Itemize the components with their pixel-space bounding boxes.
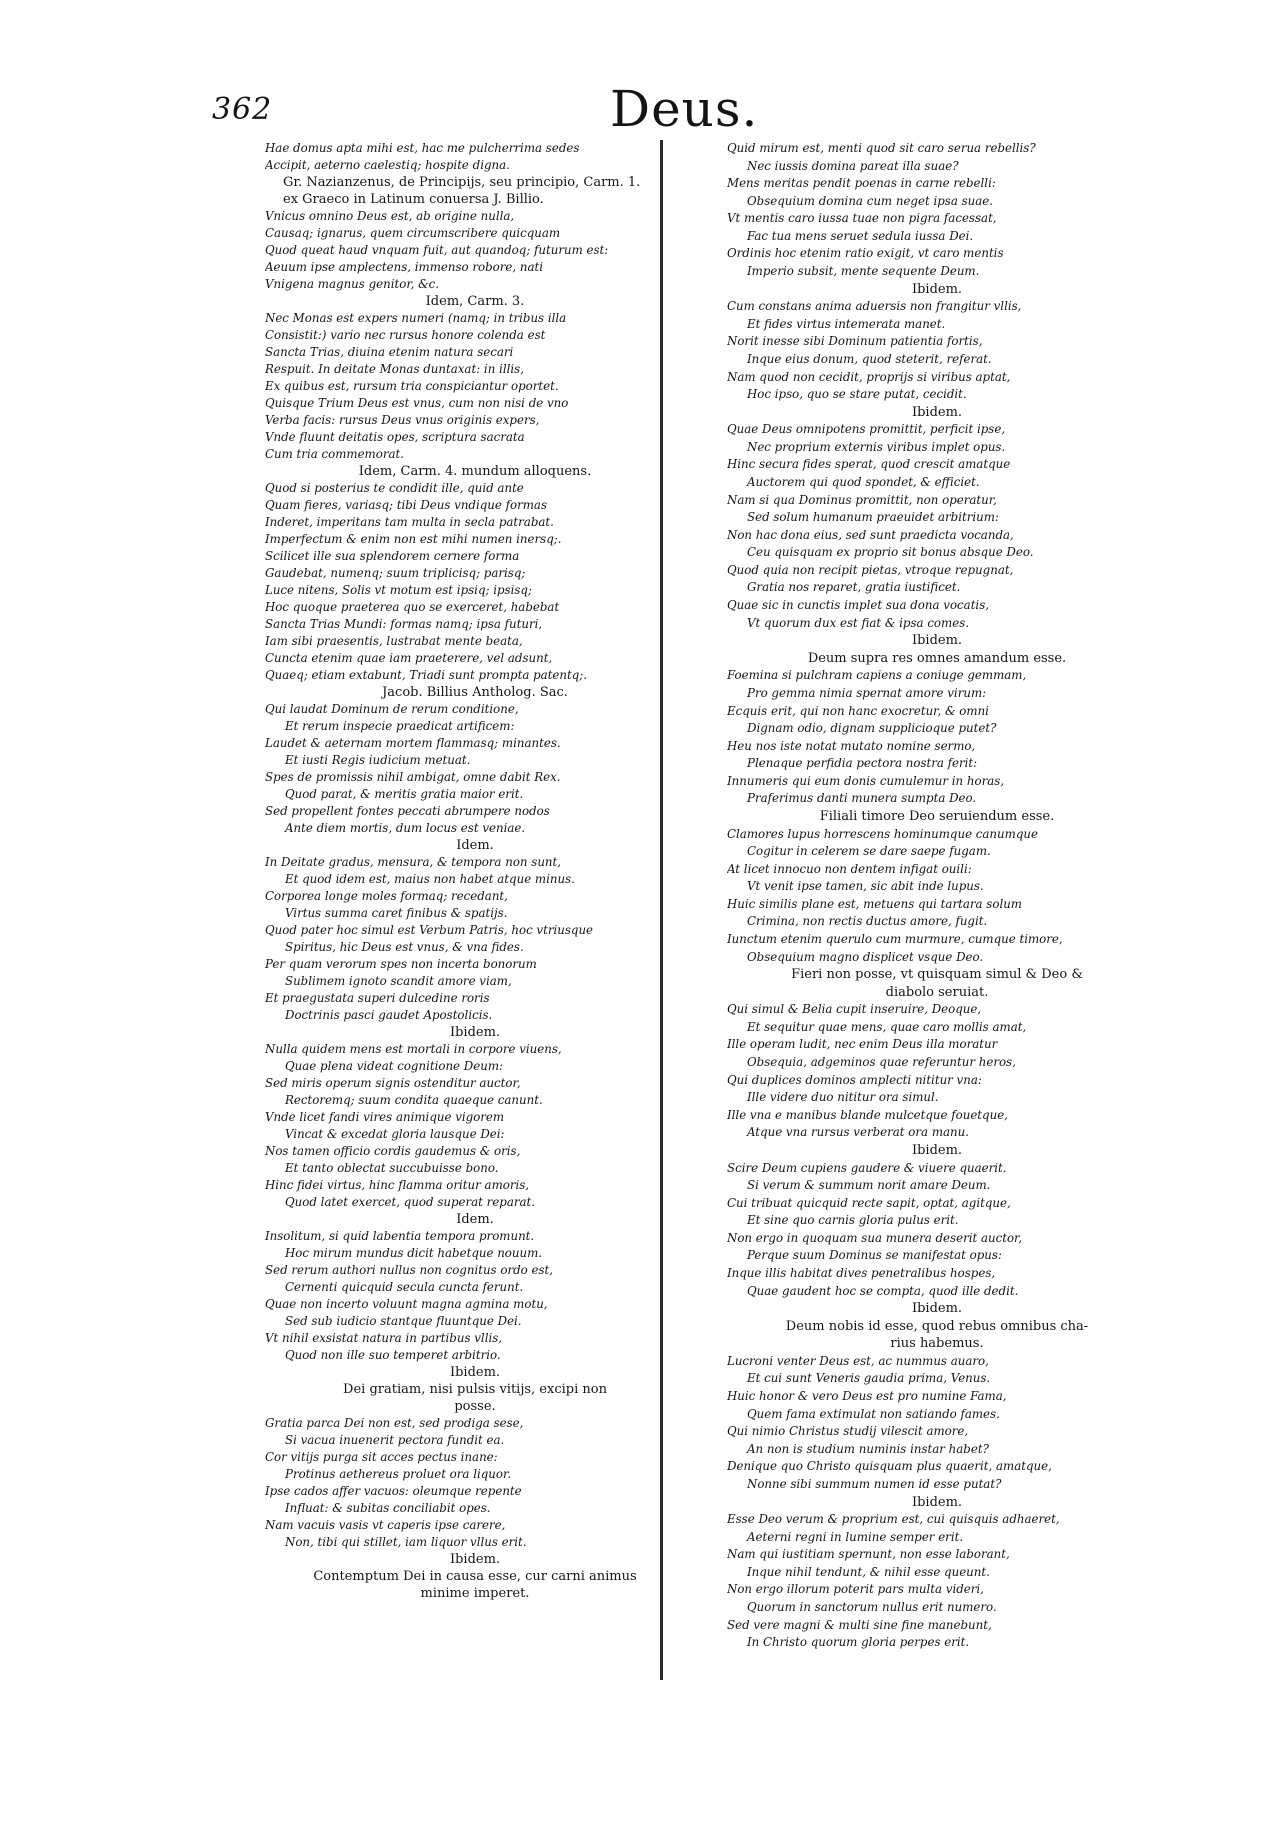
section-heading: Ibidem. xyxy=(911,404,963,420)
verse-line: Vnde fluunt deitatis opes, scriptura sacrata xyxy=(265,430,525,444)
section-heading: Gr. Nazianzenus, de Principijs, seu principio, Carm. 1. xyxy=(283,175,641,190)
verse-line: Nam si qua Dominus promittit, non operatur, xyxy=(727,492,997,507)
verse-line: Luce nitens, Solis vt motum est ipsiq; ipsisq; xyxy=(265,583,532,597)
verse-line: Si vacua inuenerit pectora fundit ea. xyxy=(285,1433,505,1447)
verse-line: Plenaque perfidia pectora nostra ferit: xyxy=(747,756,978,771)
verse-line: Et cui sunt Veneris gaudia prima, Venus. xyxy=(747,1371,991,1386)
verse-line: Sed propellent fontes peccati abrumpere nodos xyxy=(265,804,550,818)
verse-line: Et tanto oblectat succubuisse bono. xyxy=(285,1161,499,1175)
verse-line: Influat: & subitas conciliabit opes. xyxy=(285,1501,491,1515)
verse-line: Obsequium magno displicet vsque Deo. xyxy=(747,949,984,964)
verse-line: Quae Deus omnipotens promittit, perficit ipse, xyxy=(727,422,1006,437)
verse-line: Foemina si pulchram capiens a coniuge gemmam, xyxy=(727,668,1027,683)
verse-line: Inque nihil tendunt, & nihil esse queunt. xyxy=(747,1564,990,1579)
verse-line: Hae domus apta mihi est, hac me pulcherrima sedes xyxy=(265,141,580,155)
verse-line: Perque suum Dominus se manifestat opus: xyxy=(747,1248,1002,1263)
verse-line: Qui duplices dominos amplecti nititur vna: xyxy=(727,1072,982,1087)
verse-line: Vt venit ipse tamen, sic abit inde lupus. xyxy=(747,879,984,894)
right-column xyxy=(727,140,1147,1652)
page-number: 362 xyxy=(212,92,273,127)
section-heading: Contemptum Dei in causa esse, cur carni animus xyxy=(313,1569,637,1584)
verse-line: Praferimus danti munera sumpta Deo. xyxy=(747,791,977,806)
verse-line: Vnde licet fandi vires animique vigorem xyxy=(265,1110,505,1124)
verse-line: Cogitur in celerem se dare saepe fugam. xyxy=(747,844,991,859)
verse-line: Causaq; ignarus, quem circumscribere quicquam xyxy=(265,226,561,240)
section-heading: Filiali timore Deo seruiendum esse. xyxy=(819,808,1055,824)
verse-line: Per quam verorum spes non incerta bonorum xyxy=(265,957,537,971)
verse-line: Si verum & summum norit amare Deum. xyxy=(747,1178,991,1193)
verse-line: Ordinis hoc etenim ratio exigit, vt caro mentis xyxy=(727,246,1004,261)
section-heading: ex Graeco in Latinum conuersa J. Billio. xyxy=(283,192,544,207)
verse-line: Obsequia, adgeminos quae referuntur heros, xyxy=(747,1055,1016,1070)
verse-line: Et fides virtus intemerata manet. xyxy=(747,316,946,331)
verse-line: Sancta Trias, diuina etenim natura secari xyxy=(265,345,514,359)
verse-line: Scilicet ille sua splendorem cernere forma xyxy=(265,549,520,563)
verse-line: Qui nimio Christus studij vilescit amore, xyxy=(727,1424,969,1439)
verse-line: Nec iussis domina pareat illa suae? xyxy=(747,158,959,173)
verse-line: Hoc mirum mundus dicit habetque nouum. xyxy=(285,1246,543,1260)
verse-line: Quae plena videat cognitione Deum: xyxy=(285,1059,503,1073)
verse-line: Ille vna e manibus blande mulcetque fouetque, xyxy=(727,1107,1008,1122)
verse-line: Ex quibus est, rursum tria conspiciantur oportet. xyxy=(265,379,559,393)
section-heading: posse. xyxy=(454,1399,496,1414)
verse-line: Quam fieres, variasq; tibi Deus vndique formas xyxy=(265,498,548,512)
verse-line: Spiritus, hic Deus est vnus, & vna fides. xyxy=(285,940,524,954)
verse-line: Inque illis habitat dives penetralibus hospes, xyxy=(727,1266,996,1280)
section-heading: Idem. xyxy=(456,838,494,853)
verse-line: Huic honor & vero Deus est pro numine Fama, xyxy=(727,1389,1007,1404)
verse-line: Vt quorum dux est fiat & ipsa comes. xyxy=(747,615,969,630)
verse-line: Doctrinis pasci gaudet Apostolicis. xyxy=(285,1008,493,1022)
verse-line: Quod pater hoc simul est Verbum Patris, hoc vtriusque xyxy=(265,923,594,937)
verse-line: Ecquis erit, qui non hanc exocretur, & omni xyxy=(727,703,989,718)
verse-line: Inderet, imperitans tam multa in secla patrabat. xyxy=(265,515,554,529)
verse-line: Scire Deum cupiens gaudere & viuere quaerit. xyxy=(727,1160,1007,1175)
running-head: Deus. xyxy=(610,80,759,138)
verse-line: Dignam odio, dignam supplicioque putet? xyxy=(747,721,997,736)
section-heading: Jacob. Billius Antholog. Sac. xyxy=(382,685,568,700)
verse-line: Crimina, non rectis ductus amore, fugit. xyxy=(747,914,988,929)
verse-line: Respuit. In deitate Monas duntaxat: in illis, xyxy=(265,362,524,376)
section-heading: Ibidem. xyxy=(911,1301,963,1317)
section-heading: Ibidem. xyxy=(449,1025,501,1040)
verse-line: Ante diem mortis, dum locus est veniae. xyxy=(285,821,526,835)
verse-line: Gratia parca Dei non est, sed prodiga sese, xyxy=(265,1416,524,1430)
verse-line: Imperio subsit, mente sequente Deum. xyxy=(747,264,980,279)
verse-line: Cum tria commemorat. xyxy=(265,447,405,461)
verse-line: Esse Deo verum & proprium est, cui quisquis adhaeret, xyxy=(727,1512,1060,1527)
verse-line: An non is studium numinis instar habet? xyxy=(747,1441,989,1456)
section-heading: Ibidem. xyxy=(911,633,963,649)
verse-line: Clamores lupus horrescens hominumque canumque xyxy=(727,826,1038,841)
section-heading: Deum supra res omnes amandum esse. xyxy=(807,650,1067,666)
verse-line: Accipit, aeterno caelestiq; hospite digna. xyxy=(265,158,510,172)
verse-line: Ceu quisquam ex proprio sit bonus absque Deo. xyxy=(747,545,1034,560)
section-heading: Ibidem. xyxy=(911,281,963,297)
verse-line: In Deitate gradus, mensura, & tempora non sunt, xyxy=(265,855,562,869)
verse-line: Sed miris operum signis ostenditur auctor, xyxy=(265,1076,521,1090)
verse-line: Inque eius donum, quod steterit, referat. xyxy=(747,351,992,366)
verse-line: Et sequitur quae mens, quae caro mollis amat, xyxy=(747,1019,1027,1034)
verse-line: Quid mirum est, menti quod sit caro serua rebellis? xyxy=(727,141,1036,155)
verse-line: Auctorem qui quod spondet, & efficiet. xyxy=(747,474,980,489)
verse-line: Ille videre duo nititur ora simul. xyxy=(747,1090,939,1105)
verse-line: Sancta Trias Mundi: formas namq; ipsa futuri, xyxy=(265,617,543,631)
section-heading: Deum nobis id esse, quod rebus omnibus cha- xyxy=(785,1318,1089,1334)
verse-line: Verba facis: rursus Deus vnus originis expers, xyxy=(265,413,540,427)
section-heading: Ibidem. xyxy=(911,1142,963,1158)
section-heading: Ibidem. xyxy=(449,1365,501,1380)
verse-line: Cum constans anima aduersis non frangitur vllis, xyxy=(727,299,1022,314)
verse-line: Lucroni venter Deus est, ac nummus auaro, xyxy=(727,1353,989,1368)
verse-line: Denique quo Christo quisquam plus quaerit, amatque, xyxy=(727,1459,1052,1474)
verse-line: Et iusti Regis iudicium metuat. xyxy=(285,753,471,767)
verse-line: Fac tua mens seruet sedula iussa Dei. xyxy=(747,228,974,243)
section-heading: Idem, Carm. 3. xyxy=(425,294,525,309)
verse-line: Aeterni regni in lumine semper erit. xyxy=(747,1529,964,1544)
verse-line: Huic similis plane est, metuens qui tartara solum xyxy=(727,896,1022,911)
verse-line: Quae non incerto voluunt magna agmina motu, xyxy=(265,1297,548,1311)
verse-line: Ille operam ludit, nec enim Deus illa moratur xyxy=(727,1037,998,1052)
verse-line: Quaeq; etiam extabunt, Triadi sunt prompta patentq;. xyxy=(265,668,588,682)
verse-line: Hinc fidei virtus, hinc flamma oritur amoris, xyxy=(265,1178,530,1192)
verse-line: Iunctum etenim querulo cum murmure, cumque timore, xyxy=(727,932,1063,947)
verse-line: Et quod idem est, maius non habet atque minus. xyxy=(285,872,575,886)
verse-line: Aeuum ipse amplectens, immenso robore, nati xyxy=(265,260,544,274)
section-heading: Ibidem. xyxy=(449,1552,501,1567)
verse-line: Mens meritas pendit poenas in carne rebelli: xyxy=(727,176,996,191)
verse-line: Quem fama extimulat non satiando fames. xyxy=(747,1406,1000,1421)
verse-line: Quae sic in cunctis implet sua dona vocatis, xyxy=(727,598,990,613)
verse-line: Nec proprium externis viribus implet opus. xyxy=(747,439,1006,454)
verse-line: Insolitum, si quid labentia tempora promunt. xyxy=(265,1229,535,1243)
verse-line: Pro gemma nimia spernat amore virum: xyxy=(747,685,987,700)
verse-line: Quod non ille suo temperet arbitrio. xyxy=(285,1348,501,1362)
verse-line: Heu nos iste notat mutato nomine sermo, xyxy=(727,738,976,753)
verse-line: Non, tibi qui stillet, iam liquor vllus erit. xyxy=(285,1535,527,1549)
verse-line: Imperfectum & enim non est mihi numen inersq;. xyxy=(265,532,562,546)
verse-line: Hoc ipso, quo se stare putat, cecidit. xyxy=(747,387,967,402)
verse-line: Nos tamen officio cordis gaudemus & oris, xyxy=(265,1144,521,1158)
verse-line: Cor vitijs purga sit acces pectus inane: xyxy=(265,1450,498,1464)
section-heading: rius habemus. xyxy=(890,1336,984,1352)
verse-line: Nam vacuis vasis vt caperis ipse carere, xyxy=(265,1518,506,1532)
verse-line: Quorum in sanctorum nullus erit numero. xyxy=(747,1599,997,1614)
verse-line: Vincat & excedat gloria lausque Dei: xyxy=(285,1127,505,1141)
verse-line: Sublimem ignoto scandit amore viam, xyxy=(285,974,512,988)
column-divider xyxy=(660,140,663,1680)
verse-line: Consistit:) vario nec rursus honore colenda est xyxy=(265,328,546,342)
verse-line: At licet innocuo non dentem infigat ouili: xyxy=(727,861,972,876)
verse-line: Obsequium domina cum neget ipsa suae. xyxy=(747,193,994,208)
verse-line: Sed sub iudicio stantque fluuntque Dei. xyxy=(285,1314,522,1328)
verse-line: Quae gaudent hoc se compta, quod ille dedit. xyxy=(747,1283,1019,1298)
left-column xyxy=(265,140,685,1602)
verse-line: Atque vna rursus verberat ora manu. xyxy=(747,1125,969,1140)
verse-line: Quod queat haud vnquam fuit, aut quandoq; futurum est: xyxy=(265,243,609,257)
section-heading: Idem, Carm. 4. mundum alloquens. xyxy=(358,464,592,479)
verse-line: Corporea longe moles formaq; recedant, xyxy=(265,889,508,903)
verse-line: Iam sibi praesentis, lustrabat mente beata, xyxy=(265,634,523,648)
verse-line: Gaudebat, numenq; suum triplicisq; parisq; xyxy=(265,566,526,580)
verse-line: Et praegustata superi dulcedine roris xyxy=(265,991,490,1005)
verse-line: Ipse cados affer vacuos: oleumque repente xyxy=(265,1484,522,1498)
verse-line: In Christo quorum gloria perpes erit. xyxy=(747,1635,970,1650)
verse-line: Qui simul & Belia cupit inseruire, Deoque, xyxy=(727,1002,982,1017)
verse-line: Hinc secura fides sperat, quod crescit amatque xyxy=(727,457,1011,472)
verse-line: Non hac dona eius, sed sunt praedicta vocanda, xyxy=(727,527,1014,542)
verse-line: Nam qui iustitiam spernunt, non esse laborant, xyxy=(727,1547,1010,1562)
section-heading: Idem. xyxy=(456,1212,494,1227)
verse-line: Quod quia non recipit pietas, vtroque repugnat, xyxy=(727,562,1014,577)
section-heading: Fieri non posse, vt quisquam simul & Deo & xyxy=(791,967,1083,983)
verse-line: Non ergo illorum poterit pars multa videri, xyxy=(727,1582,984,1597)
verse-line: Innumeris qui eum donis cumulemur in horas, xyxy=(727,773,1005,788)
verse-line: Norit inesse sibi Dominum patientia fortis, xyxy=(727,334,983,349)
verse-line: Quod si posterius te condidit ille, quid ante xyxy=(265,481,524,495)
section-heading: diabolo seruiat. xyxy=(885,984,989,1000)
section-heading: Ibidem. xyxy=(911,1494,963,1510)
verse-line: Qui laudat Dominum de rerum conditione, xyxy=(265,702,519,716)
verse-line: Protinus aethereus proluet ora liquor. xyxy=(285,1467,512,1481)
verse-line: Cui tribuat quicquid recte sapit, optat, agitque, xyxy=(727,1195,1011,1210)
verse-line: Quod latet exercet, quod superat reparat. xyxy=(285,1195,536,1209)
verse-line: Vt nihil exsistat natura in partibus vllis, xyxy=(265,1331,503,1345)
verse-line: Quod parat, & meritis gratia maior erit. xyxy=(285,787,524,801)
verse-line: Et rerum inspecie praedicat artificem: xyxy=(285,719,515,733)
verse-line: Cuncta etenim quae iam praeterere, vel adsunt, xyxy=(265,651,553,665)
verse-line: Sed vere magni & multi sine fine manebunt, xyxy=(727,1617,992,1632)
verse-line: Vnicus omnino Deus est, ab origine nulla, xyxy=(265,209,515,223)
verse-line: Spes de promissis nihil ambigat, omne dabit Rex. xyxy=(265,770,561,784)
verse-line: Sed rerum authori nullus non cognitus ordo est, xyxy=(265,1263,554,1277)
verse-line: Et sine quo carnis gloria pulus erit. xyxy=(747,1213,959,1228)
verse-line: Vnigena magnus genitor, &c. xyxy=(265,277,440,291)
verse-line: Nulla quidem mens est mortali in corpore viuens, xyxy=(265,1042,562,1056)
verse-line: Sed solum humanum praeuidet arbitrium: xyxy=(747,510,999,525)
section-heading: Dei gratiam, nisi pulsis vitijs, excipi non xyxy=(343,1382,607,1397)
verse-line: Vt mentis caro iussa tuae non pigra facessat, xyxy=(727,211,997,226)
verse-line: Rectoremq; suum condita quaeque canunt. xyxy=(285,1093,543,1107)
verse-line: Hoc quoque praeterea quo se exerceret, habebat xyxy=(265,600,560,614)
verse-line: Nec Monas est expers numeri (namq; in tribus illa xyxy=(265,311,567,325)
section-heading: minime imperet. xyxy=(420,1586,530,1601)
verse-line: Cernenti quicquid secula cuncta ferunt. xyxy=(285,1280,524,1294)
verse-line: Nonne sibi summum numen id esse putat? xyxy=(747,1476,1002,1491)
verse-line: Virtus summa caret finibus & spatijs. xyxy=(285,906,508,920)
verse-line: Non ergo in quoquam sua munera deserit auctor, xyxy=(727,1230,1023,1245)
verse-line: Gratia nos reparet, gratia iustificet. xyxy=(747,580,961,595)
verse-line: Nam quod non cecidit, proprijs si viribus aptat, xyxy=(727,369,1011,384)
verse-line: Quisque Trium Deus est vnus, cum non nisi de vno xyxy=(265,396,569,410)
verse-line: Laudet & aeternam mortem flammasq; minantes. xyxy=(265,736,561,750)
